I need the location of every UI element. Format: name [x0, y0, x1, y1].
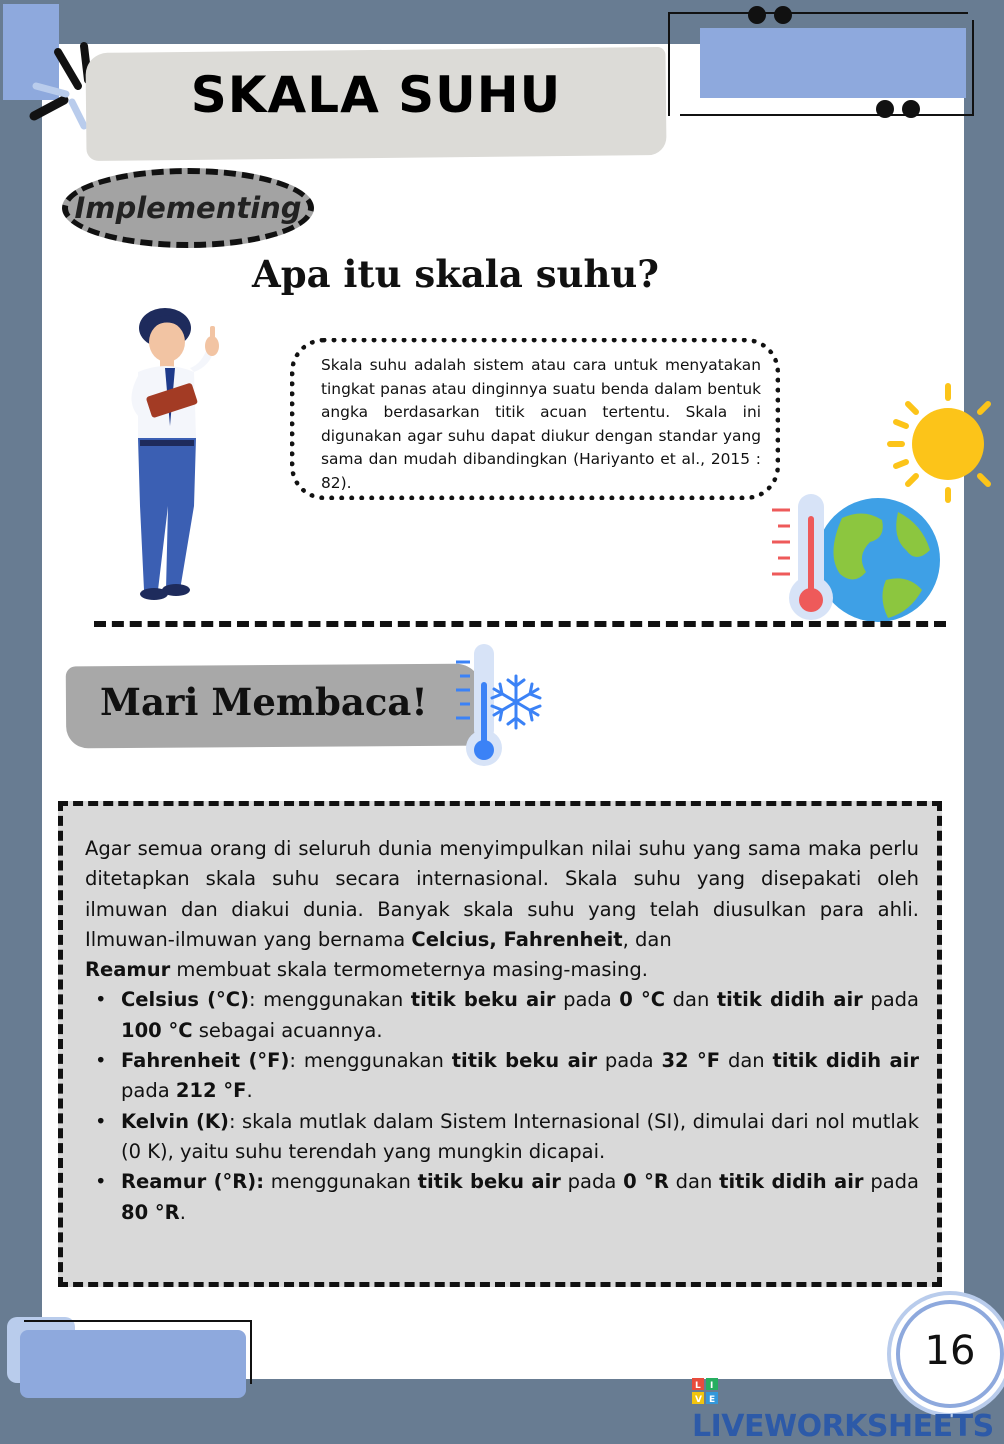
header-frame-decoration	[668, 6, 986, 120]
page-title: SKALA SUHU	[190, 66, 562, 124]
footer-decoration	[24, 1320, 252, 1384]
bullet: •	[95, 1170, 107, 1194]
svg-text:V: V	[695, 1395, 702, 1405]
list-item: • Reamur (°R): menggunakan titik beku air pada 0 °R dan titik didih air pada 80 °R.	[85, 1167, 919, 1228]
reading-intro: Agar semua orang di seluruh dunia menyimpulkan nilai suhu yang sama maka perlu ditetapkan skala suhu secara internasional. Skala suhu yang disepakati oleh ilmuwan dan diakui dunia. Banyak skala suhu yang telah diusulkan para ahli. Ilmuwan-ilmuwan yang bernama Celcius, Fahrenheit, dan Reamur membuat skala termometernya masing-masing.	[85, 837, 919, 982]
page-number: 16	[924, 1328, 976, 1374]
sun-icon	[884, 382, 1000, 504]
definition-box: Skala suhu adalah sistem atau cara untuk menyatakan tingkat panas atau dinginnya suatu benda dalam bentuk angka berdasarkan titik acuan tertentu. Skala ini digunakan agar suhu dapat diukur dengan standar yang sama dan mudah dibandingkan (Hariyanto et al., 2015 : 82).	[290, 338, 780, 500]
list-item: • Kelvin (K): skala mutlak dalam Sistem Internasional (SI), dimulai dari nol mutlak (0 K), yaitu suhu terendah yang mungkin dicapai.	[85, 1107, 919, 1168]
thermometer-hot-icon	[768, 492, 838, 624]
list-item: • Fahrenheit (°F): menggunakan titik beku air pada 32 °F dan titik didih air pada 212 °F.	[85, 1046, 919, 1107]
section-divider	[94, 621, 946, 627]
bullet: •	[95, 1109, 107, 1133]
reading-box	[58, 801, 942, 1287]
bullet: •	[95, 988, 107, 1012]
section-question: Apa itu skala suhu?	[252, 252, 659, 296]
student-illustration	[110, 306, 230, 606]
liveworksheets-brand[interactable]	[692, 1374, 1000, 1444]
svg-text:L: L	[695, 1381, 701, 1391]
section-tag: Implementing	[62, 168, 314, 248]
snowflake-icon	[486, 672, 546, 732]
brand-label: LIVEWORKSHEETS	[692, 1409, 994, 1444]
liveworksheets-logo-icon	[692, 1378, 718, 1404]
reading-title: Mari Membaca!	[100, 680, 428, 724]
temperature-scale-list	[85, 985, 919, 1227]
list-item: • Celsius (°C): menggunakan titik beku air pada 0 °C dan titik didih air pada 100 °C sebagai acuannya.	[85, 985, 919, 1046]
svg-text:E: E	[709, 1395, 715, 1405]
bullet: •	[95, 1049, 107, 1073]
svg-text:I: I	[710, 1381, 713, 1391]
